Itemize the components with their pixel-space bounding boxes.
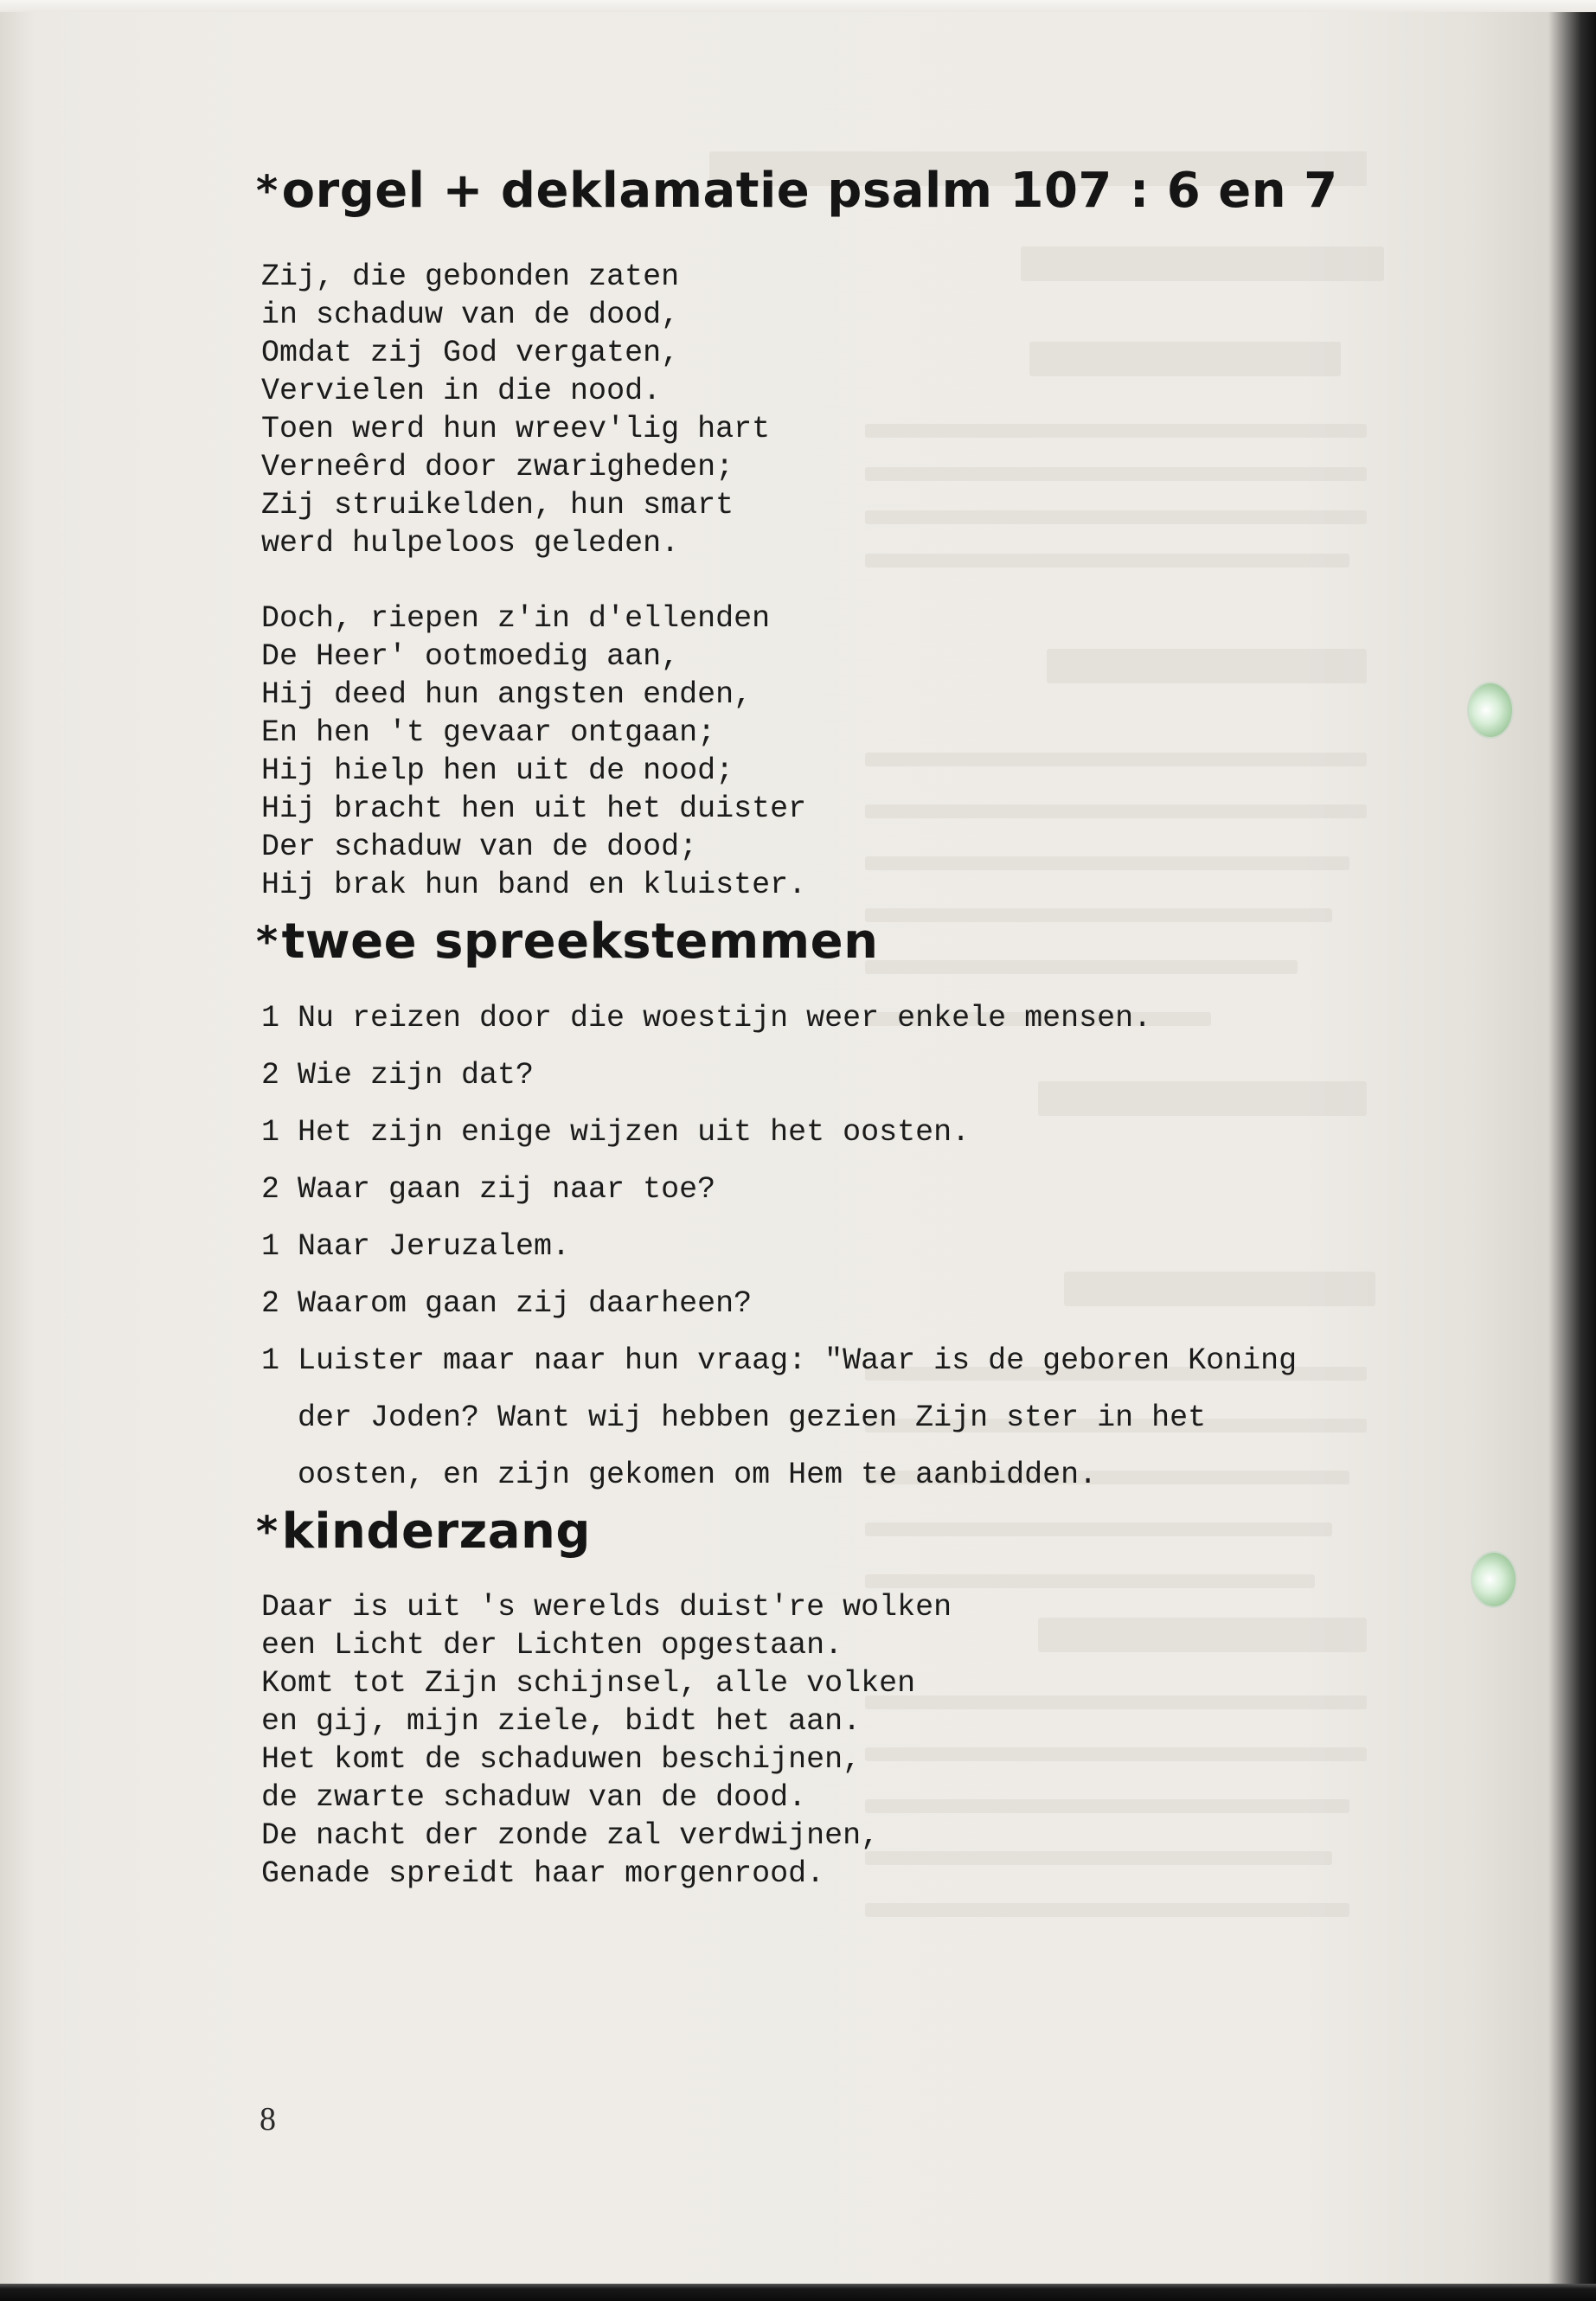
page-number: 8 — [260, 2101, 276, 2138]
bleed-through-mark — [1029, 342, 1341, 376]
dialogue-continuation: oosten, en zijn gekomen om Hem te aanbidden. — [298, 1458, 1098, 1492]
dialogue-line — [261, 1104, 1297, 1161]
bleed-through-mark — [865, 554, 1349, 567]
punch-hole — [1472, 1553, 1516, 1606]
asterisk-marker: * — [256, 167, 279, 215]
speaker-number: 2 — [261, 1172, 280, 1207]
dialogue-list — [261, 990, 1297, 1503]
dialogue-continuation: der Joden? Want wij hebben gezien Zijn ster in het — [298, 1400, 1207, 1435]
bleed-through-mark — [865, 1522, 1332, 1536]
psalm-stanza-1: Zij, die gebonden zaten in schaduw van de dood, Omdat zij God vergaten, Vervielen in die nood. Toen werd hun wreev'lig hart Verneêrd door zwarigheden; Zij struikelden, hun smart werd hulpeloos geleden. — [261, 260, 771, 561]
asterisk-marker: * — [256, 918, 279, 966]
bleed-through-mark — [1047, 649, 1367, 683]
bleed-through-mark — [865, 960, 1298, 974]
page-top-edge — [0, 0, 1596, 12]
bleed-through-mark — [865, 467, 1367, 481]
song-stanza: Daar is uit 's werelds duist're wolken een Licht der Lichten opgestaan. Komt tot Zijn schijnsel, alle volken en gij, mijn ziele, bidt het aan. Het komt de schaduwen beschijnen, de zwarte schaduw van de dood. De nacht der zonde zal verdwijnen, Genade spreidt haar morgenrood. — [261, 1590, 952, 1891]
bleed-through-mark — [865, 1574, 1315, 1588]
bleed-through-mark — [1021, 247, 1384, 281]
dialogue-text: Luister maar naar hun vraag: "Waar is de geboren Koning — [298, 1343, 1298, 1378]
bleed-through-mark — [865, 510, 1367, 524]
bleed-through-mark — [865, 908, 1332, 922]
speaker-number: 1 — [261, 1115, 280, 1150]
dialogue-text: Naar Jeruzalem. — [298, 1229, 571, 1264]
dialogue-line — [261, 1218, 1297, 1275]
punch-hole — [1469, 683, 1512, 737]
dialogue-line — [261, 990, 1297, 1047]
bleed-through-mark — [865, 856, 1349, 870]
speaker-number: 1 — [261, 1229, 280, 1264]
dialogue-text: Waar gaan zij naar toe? — [298, 1172, 716, 1207]
dialogue-line — [261, 1332, 1297, 1389]
asterisk-marker: * — [256, 1508, 279, 1556]
bleed-through-mark — [865, 753, 1367, 766]
dialogue-text: Het zijn enige wijzen uit het oosten. — [298, 1115, 971, 1150]
dialogue-line — [261, 1161, 1297, 1218]
dialogue-line — [261, 1047, 1297, 1104]
psalm-stanza-2: Doch, riepen z'in d'ellenden De Heer' ootmoedig aan, Hij deed hun angsten enden, En hen 't gevaar ontgaan; Hij hielp hen uit de nood; Hij bracht hen uit het duister Der schaduw van de dood; Hij brak hun band en kluister. — [261, 601, 807, 902]
speaker-number: 2 — [261, 1286, 280, 1321]
speaker-number: 1 — [261, 1001, 280, 1035]
heading-text: kinderzang — [281, 1503, 591, 1560]
section-heading-organ-declamation — [256, 163, 1338, 219]
bleed-through-mark — [1038, 1618, 1367, 1652]
bleed-through-mark — [865, 1903, 1349, 1917]
dialogue-text: Nu reizen door die woestijn weer enkele mensen. — [298, 1001, 1152, 1035]
heading-text: twee spreekstemmen — [281, 913, 879, 970]
bleed-through-mark — [865, 804, 1367, 818]
speaker-number: 2 — [261, 1058, 280, 1093]
section-heading-childrens-song — [256, 1503, 591, 1560]
speaker-number: 1 — [261, 1343, 280, 1378]
section-heading-two-voices — [256, 913, 878, 970]
dialogue-line — [261, 1275, 1297, 1332]
heading-text: orgel + deklamatie psalm 107 : 6 en 7 — [281, 163, 1338, 219]
bleed-through-mark — [865, 424, 1367, 438]
dialogue-text: Waarom gaan zij daarheen? — [298, 1286, 753, 1321]
page-bottom-edge — [0, 2284, 1596, 2301]
dialogue-text: Wie zijn dat? — [298, 1058, 535, 1093]
